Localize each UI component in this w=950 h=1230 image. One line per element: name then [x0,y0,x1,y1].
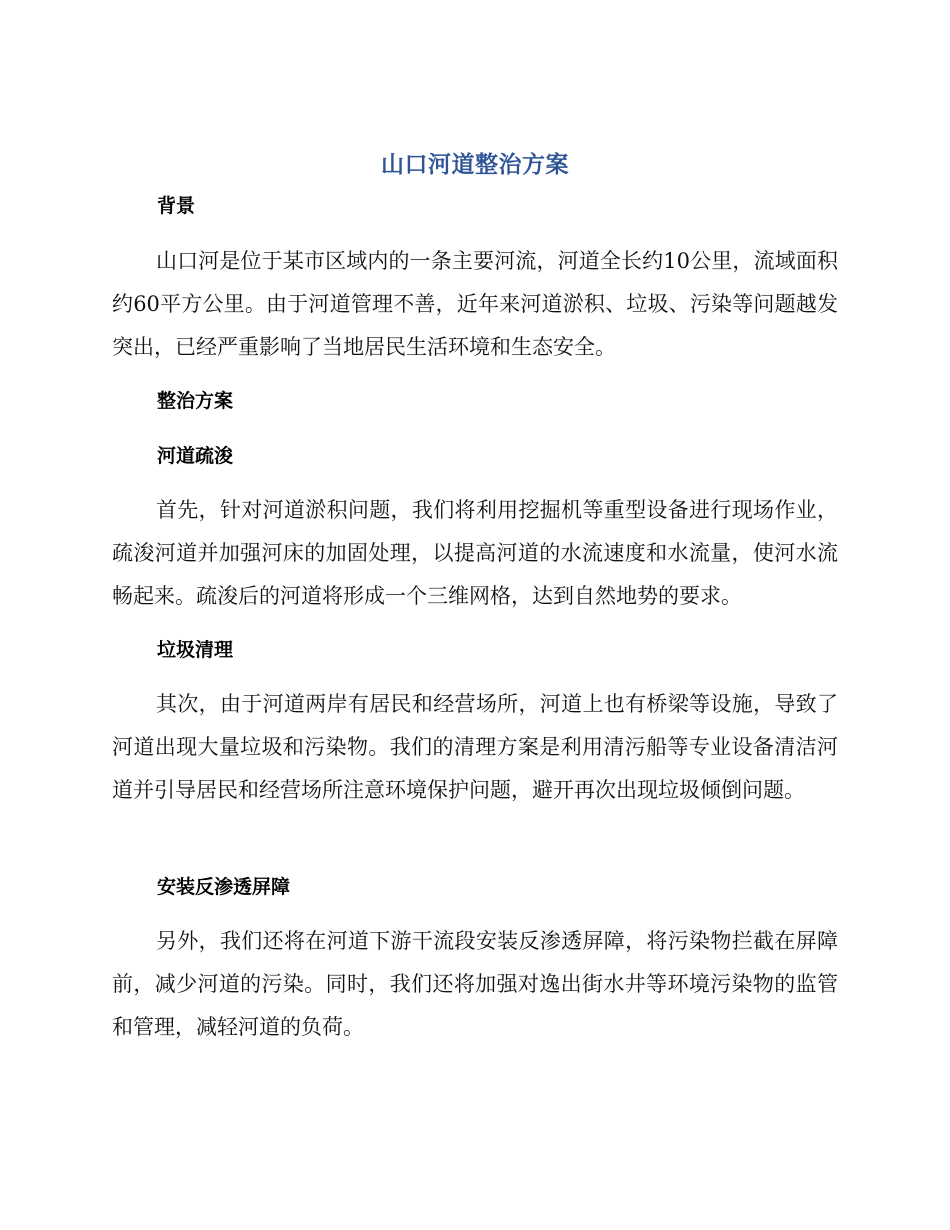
section-paragraph-garbage: 其次，由于河道两岸有居民和经营场所，河道上也有桥梁等设施，导致了河道出现大量垃圾和污染物。我们的清理方案是利用清污船等专业设备清洁河道并引导居民和经营场所注意环境保护问题，避开再次出现垃圾倾倒问题。 [112,692,838,802]
section-paragraph-barrier: 另外，我们还将在河道下游干流段安装反渗透屏障，将污染物拦截在屏障前，减少河道的污染。同时，我们还将加强对逸出街水井等环境污染物的监管和管理，减轻河道的负荷。 [112,929,838,1039]
section-heading-dredging: 河道疏浚 [157,445,234,467]
section-paragraph-dredging: 首先，针对河道淤积问题，我们将利用挖掘机等重型设备进行现场作业，疏浚河道并加强河床的加固处理，以提高河道的水流速度和水流量，使河水流畅起来。疏浚后的河道将形成一个三维网格，达到自然地势的要求。 [112,498,838,608]
section-heading-background: 背景 [157,195,196,217]
section-heading-garbage: 垃圾清理 [157,639,234,661]
section-paragraph-background: 山口河是位于某市区域内的一条主要河流，河道全长约10公里，流域面积约60平方公里。由于河道管理不善，近年来河道淤积、垃圾、污染等问题越发突出，已经严重影响了当地居民生活环境和生态安全。 [112,249,838,359]
section-heading-plan: 整治方案 [157,390,234,412]
document-title: 山口河道整治方案 [381,152,569,178]
section-heading-barrier: 安装反渗透屏障 [157,876,291,898]
